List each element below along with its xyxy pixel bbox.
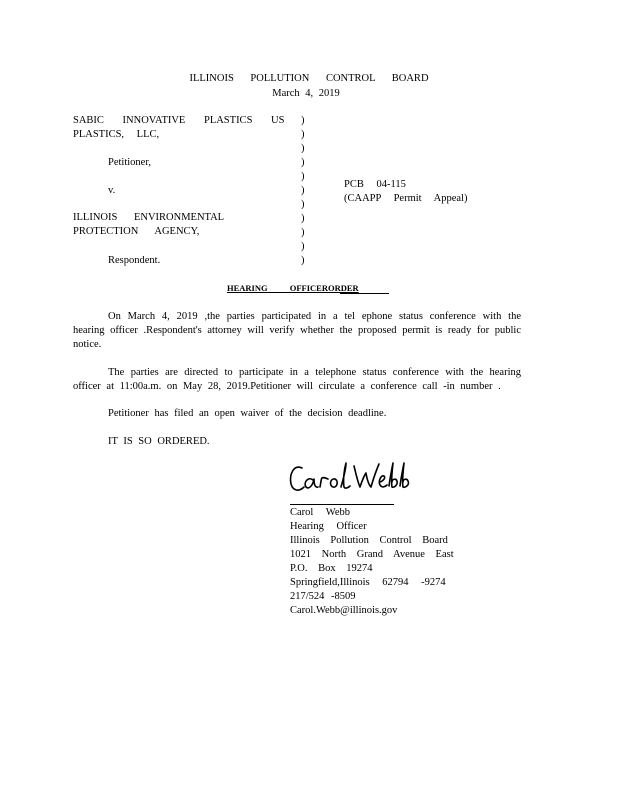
signer-po-box: P.O. Box 19274 — [290, 563, 373, 574]
signature-line — [290, 504, 394, 505]
paren: ) — [301, 227, 305, 238]
board-title: ILLINOIS POLLUTION CONTROL BOARD — [189, 73, 429, 84]
petitioner-name-line1: SABIC INNOVATIVE PLASTICS US — [73, 115, 285, 126]
signer-email-link[interactable]: Carol.Webb@illinois.gov — [290, 605, 398, 616]
case-info — [344, 178, 467, 206]
paren: ) — [301, 171, 305, 182]
signer-city: Springfield,Illinois 62794 -9274 — [290, 577, 446, 588]
case-type: (CAAPP Permit Appeal) — [344, 193, 468, 204]
signer-title: Hearing Officer — [290, 521, 367, 532]
paren: ) — [301, 143, 305, 154]
order-date: March 4, 2019 — [272, 88, 340, 99]
body-paragraph-2: The parties are directed to participate in a telephone status conference with the hearing officer at 11:00a.m. on May 28, 2019.Petitioner will circulate a conference call -in number . — [73, 367, 521, 392]
paren: ) — [301, 185, 305, 196]
versus: v. — [108, 185, 116, 196]
respondent-role: Respondent. — [108, 255, 161, 266]
petitioner-name-line2: PLASTICS, LLC, — [73, 129, 160, 140]
body-paragraph-1: On March 4, 2019 ,the parties participated in a tel ephone status conference with the hearing officer .Respondent's attorney will verify whether the proposed permit is ready for public notice. — [73, 311, 521, 350]
respondent-name-line2: PROTECTION AGENCY, — [73, 226, 200, 237]
paren: ) — [301, 115, 305, 126]
paren: ) — [301, 129, 305, 140]
body-paragraph-3: Petitioner has filed an open waiver of the decision deadline. — [108, 408, 387, 419]
case-number: PCB 04-115 — [344, 179, 406, 190]
paren: ) — [301, 213, 305, 224]
paren: ) — [301, 199, 305, 210]
signature-block — [290, 506, 454, 618]
caption-parens — [301, 114, 305, 268]
closing-statement: IT IS SO ORDERED. — [108, 436, 210, 447]
order-heading-underline — [340, 293, 389, 294]
paren: ) — [301, 241, 305, 252]
signer-agency: Illinois Pollution Control Board — [290, 535, 448, 546]
paren: ) — [301, 157, 305, 168]
order-heading: HEARING OFFICERORDER — [227, 283, 359, 293]
handwritten-signature — [288, 460, 414, 498]
signer-phone: 217/524 -8509 — [290, 591, 356, 602]
signer-name: Carol Webb — [290, 507, 350, 518]
petitioner-role: Petitioner, — [108, 157, 152, 168]
paren: ) — [301, 255, 305, 266]
respondent-name-line1: ILLINOIS ENVIRONMENTAL — [73, 212, 225, 223]
signer-street: 1021 North Grand Avenue East — [290, 549, 454, 560]
